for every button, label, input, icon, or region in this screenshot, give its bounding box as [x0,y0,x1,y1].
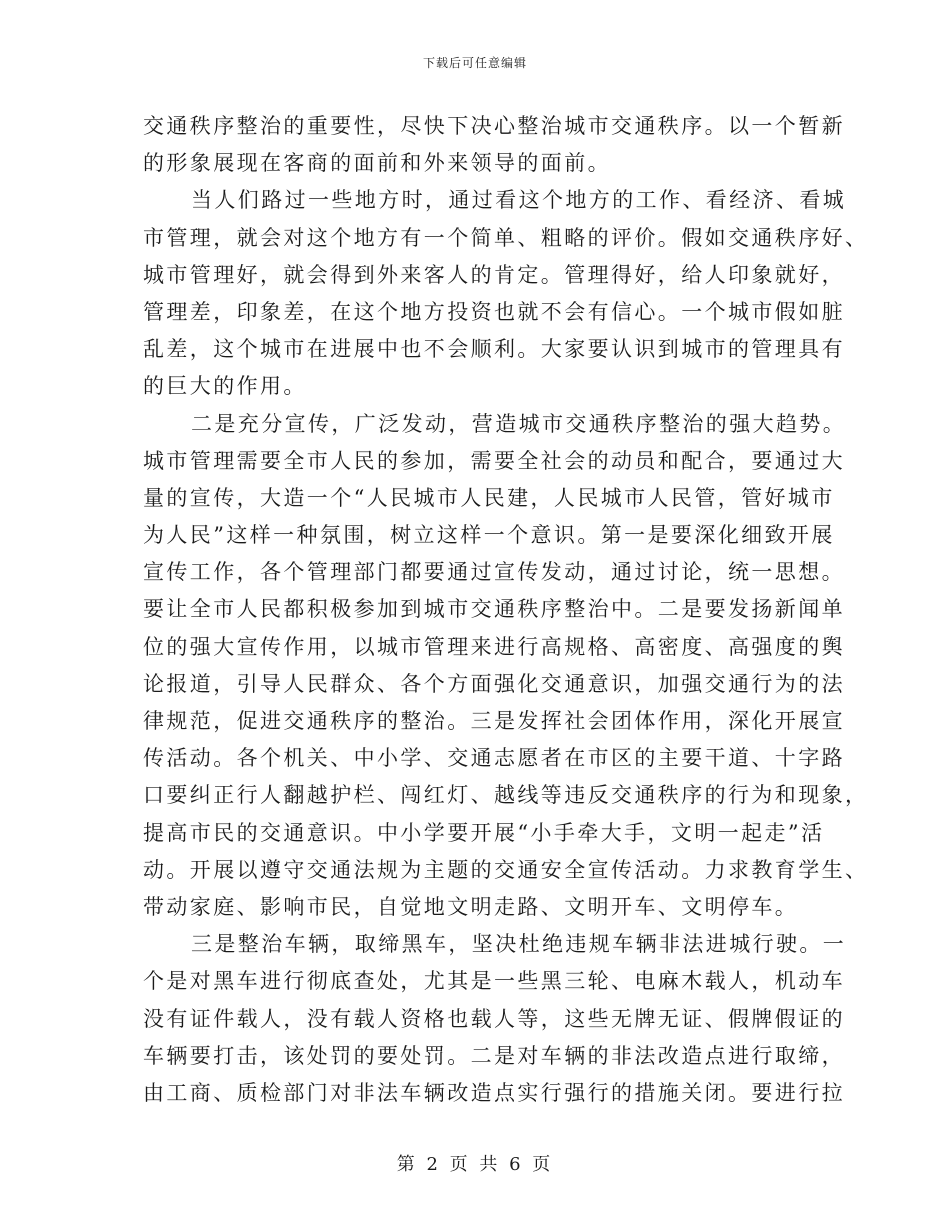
text-line: 的巨大的作用。 [143,374,307,399]
text-line: 传活动。各个机关、中小学、交通志愿者在市区的主要干道、十字路 [143,746,845,771]
text-line: 宣传工作，各个管理部门都要通过宣传发动，通过讨论，统一思想。 [143,560,845,585]
text-line: 口要纠正行人翻越护栏、闯红灯、越线等违反交通秩序的行为和现象， [143,783,869,808]
page-header-caption: 下载后可任意编辑 [422,56,527,70]
text-line: 论报道，引导人民群众、各个方面强化交通意识，加强交通行为的法 [143,671,845,696]
text-line: 提高市民的交通意识。中小学要开展“小手牵大手，文明一起走”活 [143,820,825,845]
paragraph-first-line: 二是充分宣传，广泛发动，营造城市交通秩序整治的强大趋势。 [191,411,847,436]
text-line: 市管理，就会对这个地方有一个简单、粗略的评价。假如交通秩序好、 [143,225,869,250]
text-line: 量的宣传，大造一个“人民城市人民建，人民城市人民管，管好城市 [143,485,835,510]
document-body [143,108,869,1112]
text-line: 管理差，印象差，在这个地方投资也就不会有信心。一个城市假如脏 [143,299,845,324]
text-line: 没有证件载人，没有载人资格也载人等，这些无牌无证、假牌假证的 [143,1006,845,1031]
text-line: 交通秩序整治的重要性，尽快下决心整治城市交通秩序。以一个暂新 [143,114,845,138]
text-line: 要让全市人民都积极参加到城市交通秩序整治中。二是要发扬新闻单 [143,597,845,622]
text-line: 带动家庭、影响市民，自觉地文明走路、文明开车、文明停车。 [143,894,799,919]
text-line: 由工商、质检部门对非法车辆改造点实行强行的措施关闭。要进行拉 [143,1080,845,1105]
page-number: 第 2 页 共 6 页 [396,1154,554,1175]
text-line: 的形象展现在客商的面前和外来领导的面前。 [143,151,611,176]
paragraph-first-line: 当人们路过一些地方时，通过看这个地方的工作、看经济、看城 [191,188,847,213]
text-line: 为人民”这样一种氛围，树立这样一个意识。第一是要深化细致开展 [143,523,835,548]
paragraph-first-line: 三是整治车辆，取缔黑车，坚决杜绝违规车辆非法进城行驶。一 [191,932,847,957]
text-line: 车辆要打击，该处罚的要处罚。二是对车辆的非法改造点进行取缔， [143,1043,845,1068]
text-line: 乱差，这个城市在进展中也不会顺利。大家要认识到城市的管理具有 [143,337,845,362]
text-line: 城市管理好，就会得到外来客人的肯定。管理得好，给人印象就好， [143,262,845,287]
text-line: 位的强大宣传作用，以城市管理来进行高规格、高密度、高强度的舆 [143,634,845,659]
text-line: 律规范，促进交通秩序的整治。三是发挥社会团体作用，深化开展宣 [143,709,845,733]
text-line: 个是对黑车进行彻底查处，尤其是一些黑三轮、电麻木载人，机动车 [143,969,845,994]
text-line: 动。开展以遵守交通法规为主题的交通安全宣传活动。力求教育学生、 [143,857,869,882]
text-line: 城市管理需要全市人民的参加，需要全社会的动员和配合，要通过大 [143,448,845,473]
